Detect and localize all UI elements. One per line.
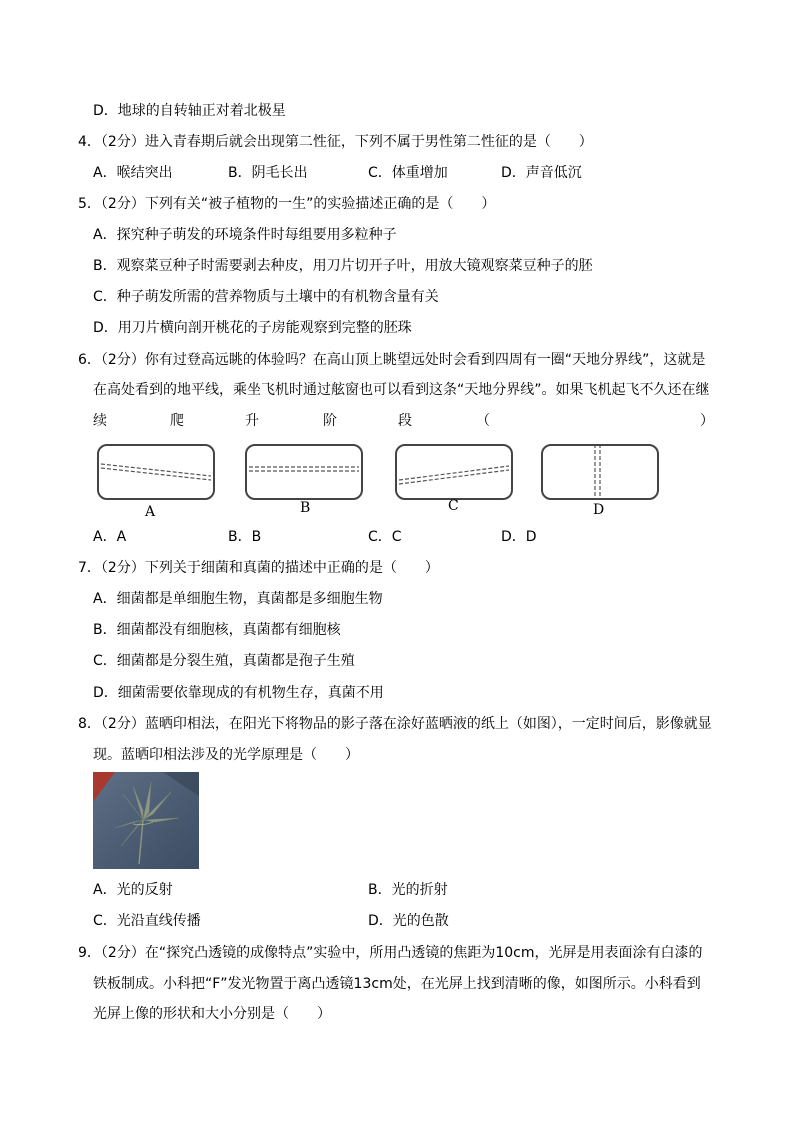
q7-option-b: B．细菌都没有细胞核，真菌都有细胞核: [93, 622, 341, 638]
q8-option-b: B．光的折射: [368, 882, 448, 898]
figure-label-b: B: [300, 500, 311, 516]
window-panel-a: [97, 444, 215, 500]
horizon-lines-b: [247, 446, 361, 498]
figure-label-d: D: [593, 502, 605, 518]
q9-stem-line3: 光屏上像的形状和大小分别是（ ）: [93, 1006, 331, 1022]
q6-stem-line2: 在高处看到的地平线，乘坐飞机时通过舷窗也可以看到这条“天地分界线”。如果飞机起飞不久还在继: [93, 382, 710, 398]
figure-label-c: C: [448, 498, 459, 514]
q4-option-d: D．声音低沉: [501, 165, 582, 181]
cyanotype-leaf-photo: [93, 772, 199, 869]
q8-option-a: A．光的反射: [93, 882, 173, 898]
q9-stem-line1: 9．（2分）在“探究凸透镜的成像特点”实验中，所用凸透镜的焦距为10cm，光屏是用表面涂有白漆的: [78, 945, 703, 961]
q8-stem-line1: 8．（2分）蓝晒印相法，在阳光下将物品的影子落在涂好蓝晒液的纸上（如图），一定时间后，影像就显: [78, 716, 712, 732]
q8-option-c: C．光沿直线传播: [93, 913, 201, 929]
leaf-shadow-image: [93, 772, 199, 869]
q6-stem-char: 升: [245, 413, 259, 429]
q4-option-b: B．阴毛长出: [228, 165, 308, 181]
q6-option-a: A．A: [93, 529, 127, 545]
q6-option-b: B．B: [228, 529, 262, 545]
q7-option-c: C．细菌都是分裂生殖，真菌都是孢子生殖: [93, 653, 355, 669]
q5-option-d: D．用刀片横向剖开桃花的子房能观察到完整的胚珠: [93, 320, 412, 336]
q6-stem-char: 阶: [323, 413, 337, 429]
window-panel-c: [395, 444, 513, 500]
q7-option-a: A．细菌都是单细胞生物，真菌都是多细胞生物: [93, 591, 383, 607]
q4-stem: 4．（2分）进入青春期后就会出现第二性征，下列不属于男性第二性征的是（ ）: [78, 134, 593, 150]
window-panel-d: [541, 444, 659, 500]
q5-option-c: C．种子萌发所需的营养物质与土壤中的有机物含量有关: [93, 289, 439, 305]
horizon-lines-c: [397, 446, 511, 498]
q8-option-d: D．光的色散: [368, 913, 449, 929]
q6-stem-char: ）: [700, 413, 714, 429]
figure-label-a: A: [145, 504, 156, 520]
q9-stem-line2: 铁板制成。小科把“F”发光物置于离凸透镜13cm处，在光屏上找到清晰的像，如图所示。小科看到: [93, 976, 701, 992]
q7-option-d: D．细菌需要依靠现成的有机物生存，真菌不用: [93, 685, 384, 701]
q4-option-c: C．体重增加: [368, 165, 448, 181]
q4-option-a: A．喉结突出: [93, 165, 173, 181]
q6-stem-char: 爬: [170, 413, 184, 429]
q7-stem: 7．（2分）下列关于细菌和真菌的描述中正确的是（ ）: [78, 560, 439, 576]
horizon-lines-a: [99, 446, 213, 498]
q8-stem-line2: 现。蓝晒印相法涉及的光学原理是（ ）: [93, 747, 359, 763]
q5-option-b: B．观察菜豆种子时需要剥去种皮，用刀片切开子叶，用放大镜观察菜豆种子的胚: [93, 258, 593, 274]
q5-stem: 5．（2分）下列有关“被子植物的一生”的实验描述正确的是（ ）: [78, 196, 496, 212]
window-panel-b: [245, 444, 363, 500]
q6-option-d: D．D: [501, 529, 537, 545]
q6-stem-char: 续: [93, 413, 107, 429]
q6-stem-char: 段: [398, 413, 412, 429]
horizon-lines-d: [543, 446, 657, 498]
q5-option-a: A．探究种子萌发的环境条件时每组要用多粒种子: [93, 227, 397, 243]
q6-option-c: C．C: [368, 529, 402, 545]
q6-stem-line1: 6．（2分）你有过登高远眺的体验吗？在高山顶上眺望远处时会看到四周有一圈“天地分界线”，这就是: [78, 352, 706, 368]
q6-stem-char: （: [476, 413, 490, 429]
q3-option-d: D．地球的自转轴正对着北极星: [93, 103, 286, 119]
